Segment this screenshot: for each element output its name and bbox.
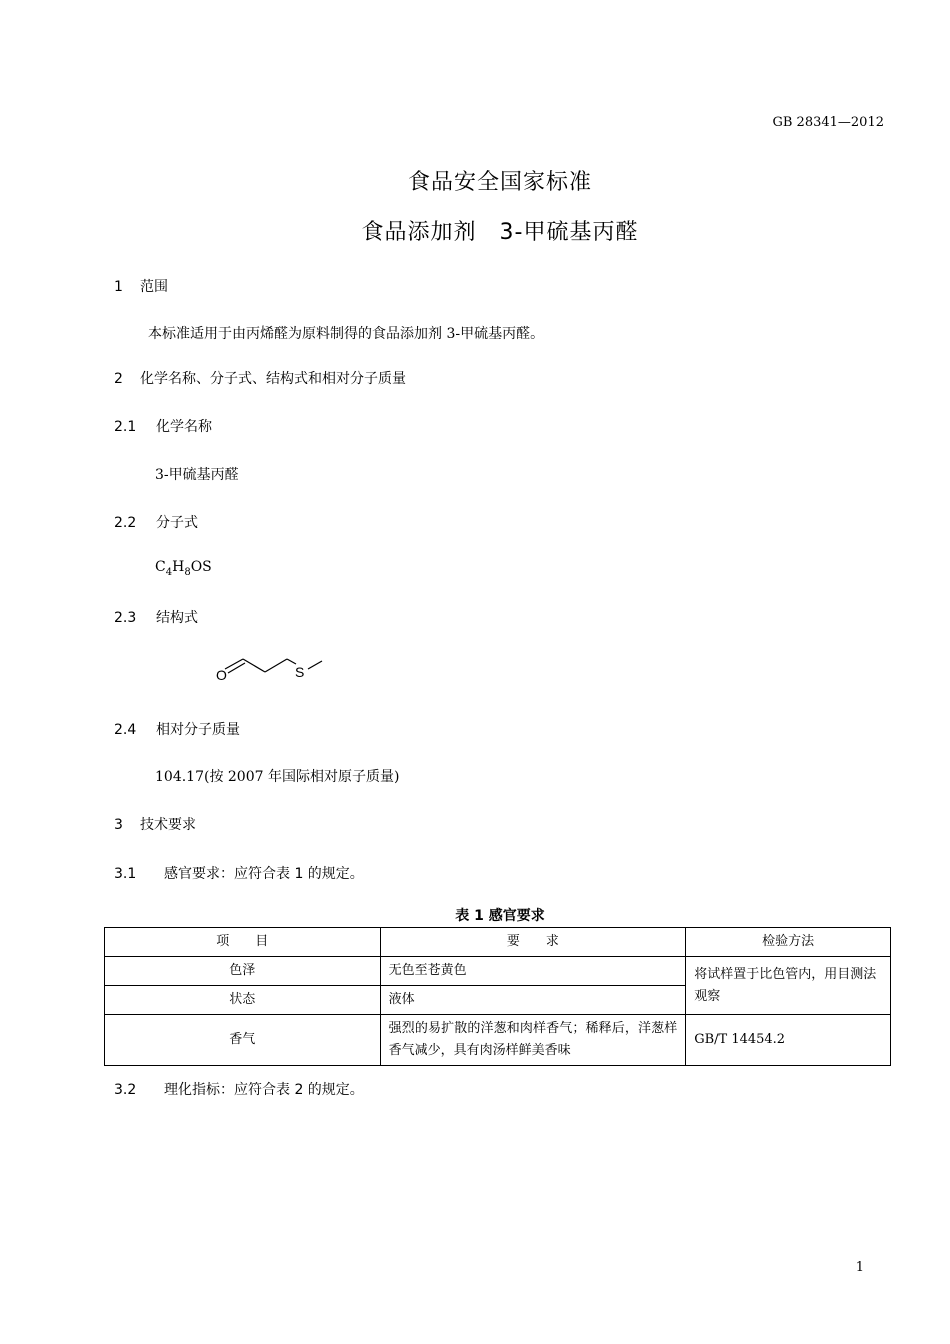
section-number: 3.2 xyxy=(114,1082,137,1098)
page-number: 1 xyxy=(855,1260,864,1275)
table-cell-method: 将试样置于比色管内，用目测法观察 xyxy=(686,957,891,1015)
document-subtitle: 食品添加剂 3-甲硫基丙醛 xyxy=(361,220,639,245)
section-title: 理化指标：应符合表 2 的规定。 xyxy=(164,1082,364,1098)
table-cell-item: 色泽 xyxy=(105,957,381,986)
section-2-4-heading xyxy=(114,719,240,739)
section-title: 范围 xyxy=(140,279,168,295)
section-title: 技术要求 xyxy=(140,817,196,833)
table-header-row xyxy=(105,928,891,957)
formula-element: H xyxy=(172,559,185,575)
bond xyxy=(228,663,245,673)
table-header: 检验方法 xyxy=(686,928,891,957)
section-2-1-heading xyxy=(114,416,212,436)
section-number: 3.1 xyxy=(114,866,137,882)
table-cell-requirement: 强烈的易扩散的洋葱和肉样香气；稀释后，洋葱样香气减少，具有肉汤样鲜美香味 xyxy=(380,1015,686,1066)
table-cell-method: GB/T 14454.2 xyxy=(686,1015,891,1066)
bond xyxy=(265,659,287,672)
table-cell-item: 状态 xyxy=(105,986,381,1015)
bond xyxy=(225,659,243,669)
table-cell-requirement: 液体 xyxy=(380,986,686,1015)
atom-oxygen: O xyxy=(216,667,227,683)
section-1-heading xyxy=(114,276,168,296)
formula-element: OS xyxy=(190,559,212,575)
table-row xyxy=(105,957,891,986)
molecular-formula xyxy=(155,559,212,578)
bond xyxy=(308,661,322,669)
table-cell-requirement: 无色至苍黄色 xyxy=(380,957,686,986)
table-header: 项 目 xyxy=(105,928,381,957)
section-3-2-heading xyxy=(114,1079,364,1099)
table-cell-item: 香气 xyxy=(105,1015,381,1066)
formula-subscript: 8 xyxy=(184,566,191,578)
section-3-1-heading xyxy=(114,863,364,883)
chemical-name: 3-甲硫基丙醛 xyxy=(155,467,239,483)
section-number: 2.1 xyxy=(114,419,137,435)
section-2-heading xyxy=(114,368,406,388)
formula-subscript: 4 xyxy=(165,566,173,578)
section-number: 2.2 xyxy=(114,515,137,531)
structural-formula xyxy=(210,652,330,687)
standard-code: GB 28341—2012 xyxy=(772,115,884,130)
section-title: 结构式 xyxy=(156,610,198,626)
section-3-heading xyxy=(114,814,196,834)
bond xyxy=(243,659,265,672)
section-2-2-heading xyxy=(114,512,198,532)
section-title: 相对分子质量 xyxy=(156,722,240,738)
section-title: 化学名称、分子式、结构式和相对分子质量 xyxy=(140,371,406,387)
section-title: 感官要求：应符合表 1 的规定。 xyxy=(164,866,364,882)
section-title: 分子式 xyxy=(156,515,198,531)
table-row xyxy=(105,1015,891,1066)
table-1-caption: 表 1 感官要求 xyxy=(455,908,545,924)
molecular-mass: 104.17(按 2007 年国际相对原子质量) xyxy=(155,769,400,785)
section-2-3-heading xyxy=(114,607,198,627)
formula-element: C xyxy=(155,559,166,575)
section-number: 2 xyxy=(114,371,123,387)
atom-sulfur: S xyxy=(295,664,305,680)
section-number: 2.4 xyxy=(114,722,137,738)
sensory-requirements-table xyxy=(104,927,891,1066)
section-title: 化学名称 xyxy=(156,419,212,435)
section-number: 1 xyxy=(114,279,123,295)
document-title: 食品安全国家标准 xyxy=(407,170,592,195)
section-number: 3 xyxy=(114,817,123,833)
scope-text: 本标准适用于由丙烯醛为原料制得的食品添加剂 3-甲硫基丙醛。 xyxy=(148,326,545,342)
table-header: 要 求 xyxy=(380,928,686,957)
section-number: 2.3 xyxy=(114,610,137,626)
